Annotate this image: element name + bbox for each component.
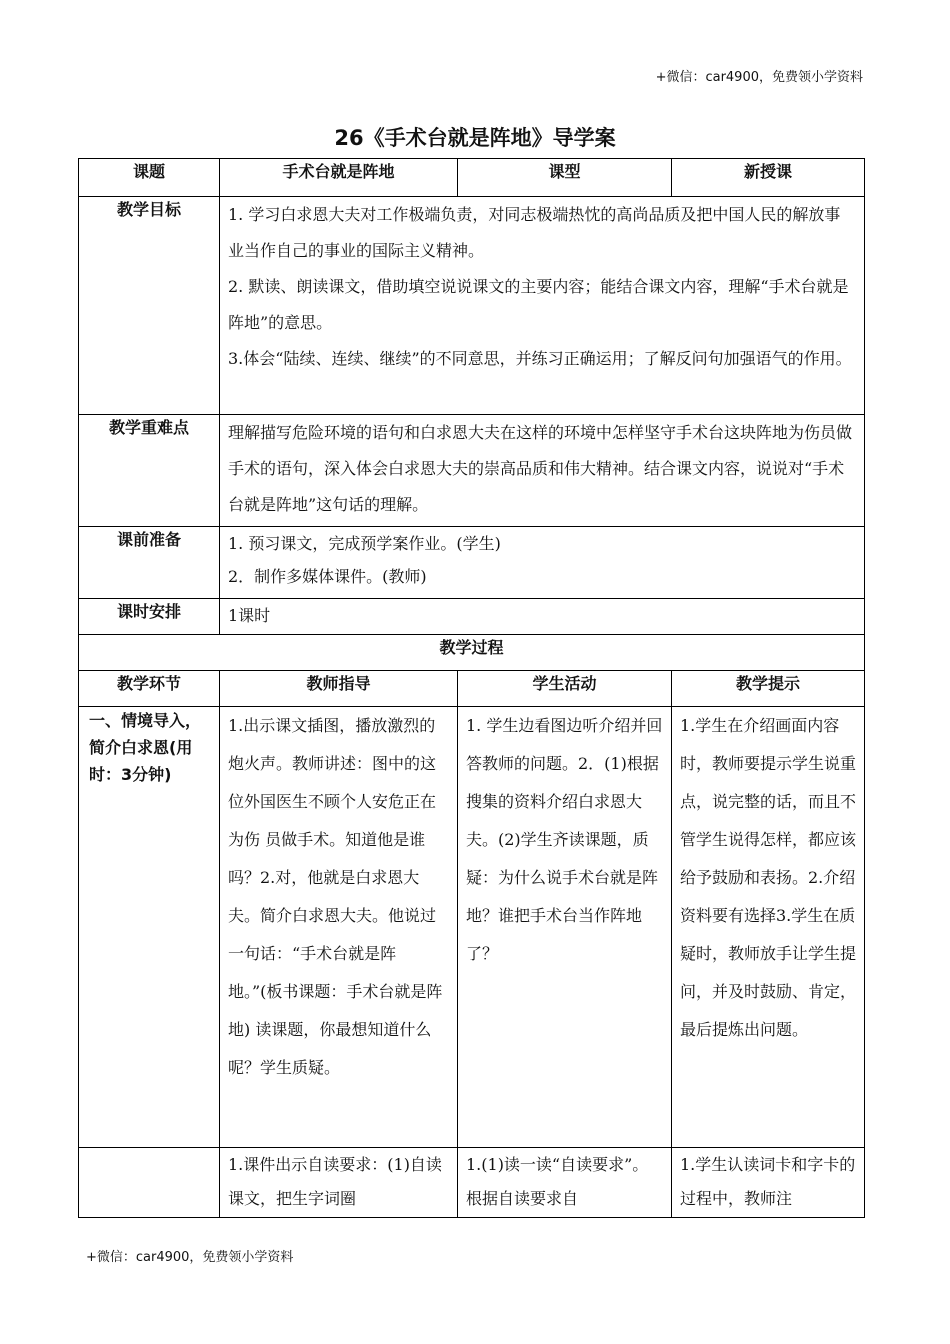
goal-item: 2. 默读、朗读课文，借助填空说说课文的主要内容；能结合课文内容，理解“手术台就是阵地”的意思。 (228, 277, 849, 332)
goal-item: 3.体会“陆续、连续、继续”的不同意思，并练习正确运用；了解反问句加强语气的作用。 (228, 349, 852, 368)
lesson-plan-table (78, 158, 865, 1218)
column-header-stage: 教学环节 (79, 671, 220, 707)
topic-label: 课题 (79, 159, 220, 197)
preparation-row (79, 527, 865, 599)
preparation-content (220, 527, 865, 599)
preparation-item: 2．制作多媒体课件。(教师) (228, 567, 427, 586)
student-activity-text: 1.(1)读一读“自读要求”。根据自读要求自 (466, 1155, 649, 1208)
column-header-teacher: 教师指导 (220, 671, 458, 707)
key-points-row (79, 415, 865, 527)
teaching-tips (672, 1148, 865, 1218)
preparation-item: 1. 预习课文，完成预学案作业。(学生) (228, 534, 501, 553)
process-heading: 教学过程 (79, 635, 865, 671)
student-activity: 1. 学生边看图边听介绍并回答教师的问题。2．(1)根据搜集的资料介绍白求恩大夫。(2)学生齐读课题，质疑：为什么说手术台就是阵地？谁把手术台当作阵地了？ (458, 707, 672, 1148)
stage-label: 一、情境导入，简介白求恩(用时：3分钟) (79, 707, 220, 1148)
type-label: 课型 (458, 159, 672, 197)
process-heading-row (79, 635, 865, 671)
header-note: +微信：car4900，免费领小学资料 (655, 70, 863, 85)
goals-row (79, 197, 865, 415)
schedule-value: 1课时 (220, 599, 865, 635)
key-points-label: 教学重难点 (79, 415, 220, 527)
topic-value: 手术台就是阵地 (220, 159, 458, 197)
teacher-guidance (220, 1148, 458, 1218)
column-header-student: 学生活动 (458, 671, 672, 707)
type-value: 新授课 (672, 159, 865, 197)
teaching-tips: 1.学生在介绍画面内容时，教师要提示学生说重点，说完整的话，而且不管学生说得怎样，都应该给予鼓励和表扬。2.介绍资料要有选择3.学生在质疑时，教师放手让学生提问，并及时鼓励、肯定，最后提炼出问题。 (672, 707, 865, 1148)
schedule-label: 课时安排 (79, 599, 220, 635)
preparation-label: 课前准备 (79, 527, 220, 599)
teacher-guidance-text: 1.课件出示自读要求：(1)自读课文，把生字词圈 (228, 1155, 442, 1208)
goal-item: 1. 学习白求恩大夫对工作极端负责，对同志极端热忱的高尚品质及把中国人民的解放事业当作自己的事业的国际主义精神。 (228, 205, 841, 260)
page-title: 26《手术台就是阵地》导学案 (334, 126, 616, 150)
student-activity (458, 1148, 672, 1218)
info-row (79, 159, 865, 197)
schedule-row (79, 599, 865, 635)
goals-content (220, 197, 865, 415)
process-row (79, 1148, 865, 1218)
footer-note: +微信：car4900，免费领小学资料 (86, 1250, 294, 1265)
key-points-content: 理解描写危险环境的语句和白求恩大夫在这样的环境中怎样坚守手术台这块阵地为伤员做手术的语句，深入体会白求恩大夫的崇高品质和伟大精神。结合课文内容，说说对“手术台就是阵地”这句话的理解。 (220, 415, 865, 527)
process-header-row (79, 671, 865, 707)
stage-label (79, 1148, 220, 1218)
column-header-tips: 教学提示 (672, 671, 865, 707)
process-row (79, 707, 865, 1148)
teacher-guidance: 1.出示课文插图，播放激烈的炮火声。教师讲述：图中的这位外国医生不顾个人安危正在为伤 员做手术。知道他是谁吗？2.对，他就是白求恩大夫。简介白求恩大夫。他说过一句话：“手术台就是阵地。”(板书课题：手术台就是阵地) 读课题，你最想知道什么呢？学生质疑。 (220, 707, 458, 1148)
teaching-tips-text: 1.学生认读词卡和字卡的过程中，教师注 (680, 1155, 856, 1208)
goals-label: 教学目标 (79, 197, 220, 415)
